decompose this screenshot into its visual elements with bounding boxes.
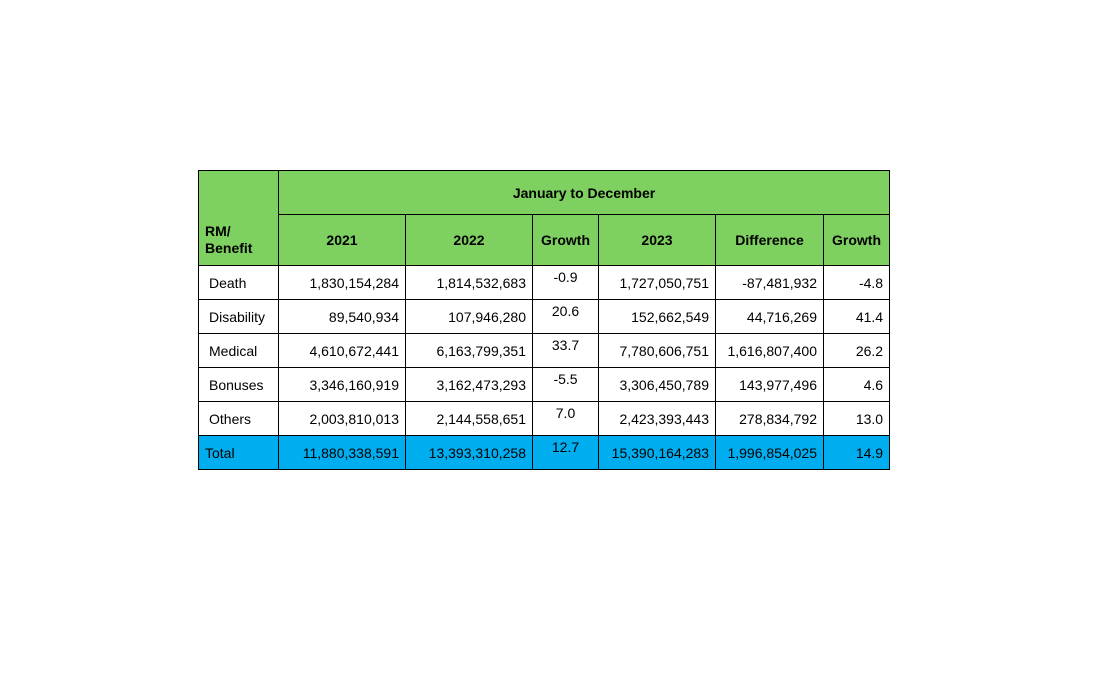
table-row-bonuses bbox=[199, 368, 890, 402]
corner-header bbox=[199, 171, 279, 266]
cell-2022: 3,162,473,293 bbox=[406, 368, 533, 402]
cell-difference: 278,834,792 bbox=[716, 402, 824, 436]
cell-2021: 4,610,672,441 bbox=[279, 334, 406, 368]
cell-difference: -87,481,932 bbox=[716, 266, 824, 300]
cell-2021: 3,346,160,919 bbox=[279, 368, 406, 402]
cell-growth-1: 20.6 bbox=[533, 300, 599, 334]
row-label: Bonuses bbox=[199, 368, 279, 402]
cell-2023: 3,306,450,789 bbox=[599, 368, 716, 402]
cell-growth-2: 13.0 bbox=[824, 402, 890, 436]
cell-difference: 1,616,807,400 bbox=[716, 334, 824, 368]
col-header-growth-1: Growth bbox=[533, 215, 599, 266]
cell-2022: 13,393,310,258 bbox=[406, 436, 533, 470]
period-header: January to December bbox=[279, 171, 890, 215]
corner-label-line1: RM/ bbox=[205, 223, 231, 239]
cell-difference: 143,977,496 bbox=[716, 368, 824, 402]
cell-2023: 15,390,164,283 bbox=[599, 436, 716, 470]
corner-label-line2: Benefit bbox=[205, 240, 253, 256]
cell-2023: 152,662,549 bbox=[599, 300, 716, 334]
row-label: Others bbox=[199, 402, 279, 436]
table-row-others bbox=[199, 402, 890, 436]
cell-growth-2: 41.4 bbox=[824, 300, 890, 334]
cell-growth-2: 14.9 bbox=[824, 436, 890, 470]
cell-2021: 11,880,338,591 bbox=[279, 436, 406, 470]
cell-2022: 6,163,799,351 bbox=[406, 334, 533, 368]
cell-2023: 2,423,393,443 bbox=[599, 402, 716, 436]
table-row-disability bbox=[199, 300, 890, 334]
cell-growth-1: -0.9 bbox=[533, 266, 599, 300]
benefits-table bbox=[198, 170, 890, 470]
table-row-total bbox=[199, 436, 890, 470]
cell-2023: 7,780,606,751 bbox=[599, 334, 716, 368]
col-header-2021: 2021 bbox=[279, 215, 406, 266]
cell-growth-1: 33.7 bbox=[533, 334, 599, 368]
col-header-difference: Difference bbox=[716, 215, 824, 266]
col-header-growth-2: Growth bbox=[824, 215, 890, 266]
cell-difference: 44,716,269 bbox=[716, 300, 824, 334]
col-header-2023: 2023 bbox=[599, 215, 716, 266]
row-label: Total bbox=[199, 436, 279, 470]
col-header-2022: 2022 bbox=[406, 215, 533, 266]
row-label: Disability bbox=[199, 300, 279, 334]
cell-2021: 89,540,934 bbox=[279, 300, 406, 334]
cell-2022: 107,946,280 bbox=[406, 300, 533, 334]
cell-2023: 1,727,050,751 bbox=[599, 266, 716, 300]
row-label: Death bbox=[199, 266, 279, 300]
cell-growth-1: -5.5 bbox=[533, 368, 599, 402]
cell-growth-2: 4.6 bbox=[824, 368, 890, 402]
cell-growth-2: -4.8 bbox=[824, 266, 890, 300]
table-row-death bbox=[199, 266, 890, 300]
cell-2021: 2,003,810,013 bbox=[279, 402, 406, 436]
table-row-medical bbox=[199, 334, 890, 368]
cell-growth-2: 26.2 bbox=[824, 334, 890, 368]
cell-2022: 1,814,532,683 bbox=[406, 266, 533, 300]
cell-2021: 1,830,154,284 bbox=[279, 266, 406, 300]
cell-difference: 1,996,854,025 bbox=[716, 436, 824, 470]
cell-2022: 2,144,558,651 bbox=[406, 402, 533, 436]
row-label: Medical bbox=[199, 334, 279, 368]
cell-growth-1: 12.7 bbox=[533, 436, 599, 470]
cell-growth-1: 7.0 bbox=[533, 402, 599, 436]
